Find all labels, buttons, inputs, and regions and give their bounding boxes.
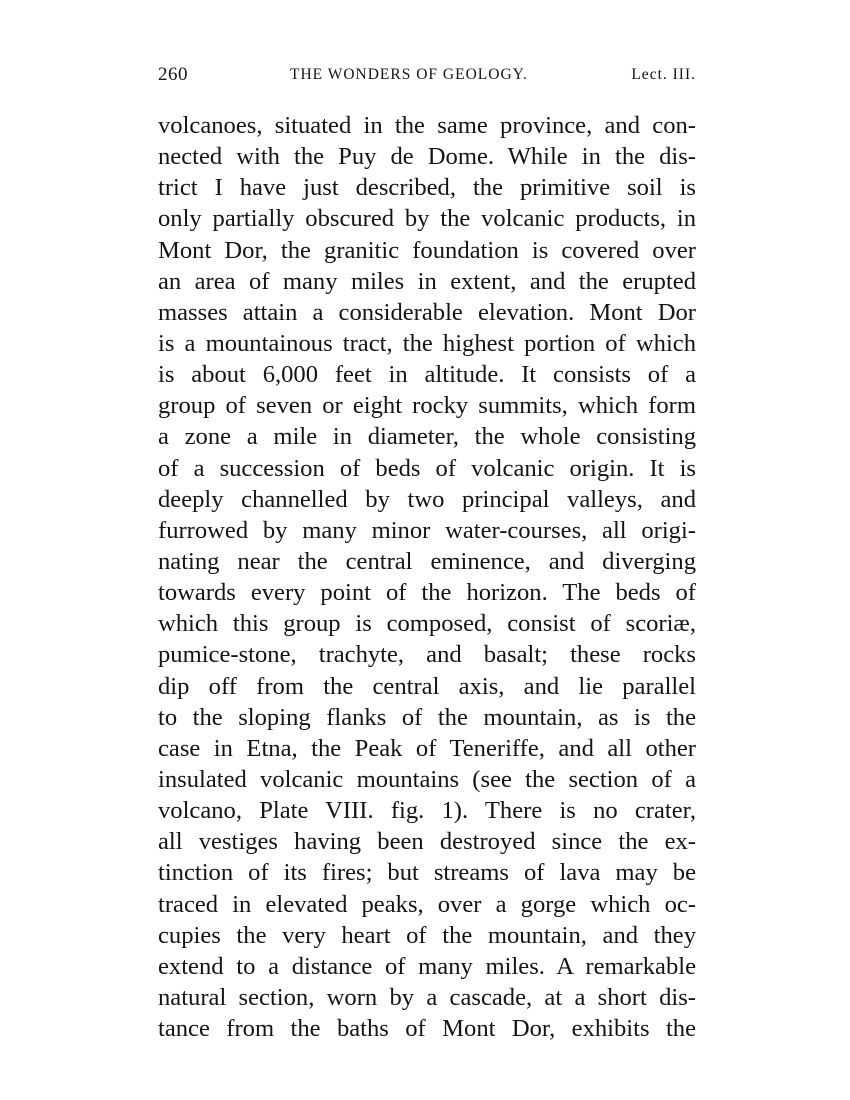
text-line: which this group is composed, consist of scoriæ,	[158, 610, 696, 638]
text-line: natural section, worn by a cascade, at a short dis-	[158, 983, 696, 1011]
text-line: masses attain a considerable elevation. Mont Dor	[158, 298, 696, 326]
book-page	[158, 58, 696, 1044]
text-line: deeply channelled by two principal valleys, and	[158, 485, 696, 513]
text-line: tinction of its fires; but streams of lava may be	[158, 859, 696, 887]
text-line: pumice-stone, trachyte, and basalt; these rocks	[158, 641, 696, 669]
page-number: 260	[158, 64, 188, 85]
text-line: cupies the very heart of the mountain, and they	[158, 921, 696, 949]
text-line: extend to a distance of many miles. A remarkable	[158, 952, 696, 980]
text-line: Mont Dor, the granitic foundation is covered over	[158, 236, 696, 264]
text-line: nected with the Puy de Dome. While in the dis-	[158, 143, 696, 171]
text-line: traced in elevated peaks, over a gorge which oc-	[158, 890, 696, 918]
text-line: only partially obscured by the volcanic products, in	[158, 205, 696, 233]
text-line: towards every point of the horizon. The beds of	[158, 579, 696, 607]
text-line: insulated volcanic mountains (see the section of a	[158, 765, 696, 793]
text-line: a zone a mile in diameter, the whole consisting	[158, 423, 696, 451]
text-line: nating near the central eminence, and diverging	[158, 547, 696, 575]
text-line: furrowed by many minor water-courses, all origi-	[158, 516, 696, 544]
running-title: THE WONDERS OF GEOLOGY.	[290, 66, 528, 83]
running-head	[158, 58, 696, 88]
text-line: tance from the baths of Mont Dor, exhibits the	[158, 1015, 696, 1043]
text-line: trict I have just described, the primitive soil is	[158, 174, 696, 202]
text-line: volcano, Plate VIII. fig. 1). There is no crater,	[158, 797, 696, 825]
text-line: of a succession of beds of volcanic origin. It is	[158, 454, 696, 482]
text-line: case in Etna, the Peak of Teneriffe, and all other	[158, 734, 696, 762]
text-line: is a mountainous tract, the highest portion of which	[158, 329, 696, 357]
text-line: group of seven or eight rocky summits, which form	[158, 392, 696, 420]
text-line: an area of many miles in extent, and the erupted	[158, 267, 696, 295]
text-line: all vestiges having been destroyed since the ex-	[158, 828, 696, 856]
text-line: volcanoes, situated in the same province, and con-	[158, 112, 696, 139]
body-text	[158, 110, 696, 1044]
text-line: to the sloping flanks of the mountain, as is the	[158, 703, 696, 731]
lecture-reference: Lect. III.	[631, 66, 696, 83]
text-line: dip off from the central axis, and lie parallel	[158, 672, 696, 700]
text-line: is about 6,000 feet in altitude. It consists of a	[158, 361, 696, 389]
